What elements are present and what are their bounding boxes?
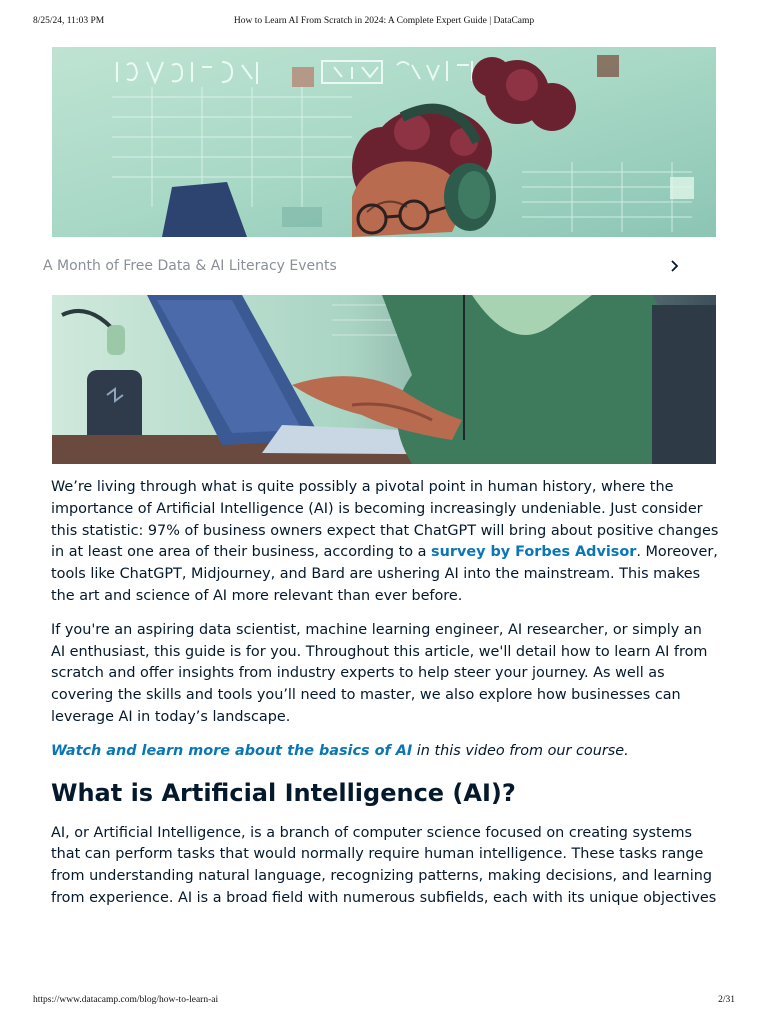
section-heading: What is Artificial Intelligence (AI)?: [51, 778, 516, 807]
print-header: [0, 16, 768, 30]
chevron-right-icon[interactable]: [667, 257, 683, 276]
article-body: [51, 477, 719, 922]
intro-text-end: . Moreover, tools like ChatGPT, Midjourney, and Bard are ushering AI into the mainstream. This makes the art and science of AI more relevant than ever before.: [51, 544, 718, 604]
hero-image-top: [52, 47, 716, 237]
video-text: in this video from our course.: [412, 742, 629, 759]
definition-paragraph: AI, or Artificial Intelligence, is a branch of computer science focused on creating systems that can perform tasks that would normally require human intelligence. These tasks range from understanding natural language, recognizing patterns, making decisions, and learning from experience. AI is a broad field with numerous subfields, each with its unique objectives: [51, 824, 717, 906]
page-url: https://www.datacamp.com/blog/how-to-learn-ai: [33, 995, 219, 1005]
intro-paragraph: [51, 477, 719, 608]
print-footer: [0, 995, 768, 1009]
print-datetime: 8/25/24, 11:03 PM: [33, 16, 105, 26]
intro-text-start: We’re living through what is quite possibly a pivotal point in human history, where the importance of Artificial Intelligence (AI) is becoming increasingly undeniable. Just consider this statistic: 97% of business owners expect that ChatGPT will bring about positive changes in at least one area of their business, according to a: [51, 479, 719, 561]
events-banner[interactable]: [43, 254, 683, 278]
video-link[interactable]: Watch and learn more about the basics of AI: [51, 742, 413, 759]
page-number: 2/31: [718, 995, 735, 1005]
forbes-survey-link[interactable]: survey by Forbes Advisor: [431, 544, 637, 561]
hero-image-bottom: [52, 295, 716, 464]
banner-text: A Month of Free Data & AI Literacy Events: [43, 258, 337, 274]
audience-paragraph: If you're an aspiring data scientist, machine learning engineer, AI researcher, or simply an AI enthusiast, this guide is for you. Throughout this article, we'll detail how to learn AI from scratch and offer insights from industry experts to help steer your journey. As well as covering the skills and tools you’ll need to master, we also explore how businesses can leverage AI in today’s landscape.: [51, 621, 708, 725]
print-title: How to Learn AI From Scratch in 2024: A Complete Expert Guide | DataCamp: [233, 16, 535, 26]
video-paragraph: [51, 741, 719, 763]
